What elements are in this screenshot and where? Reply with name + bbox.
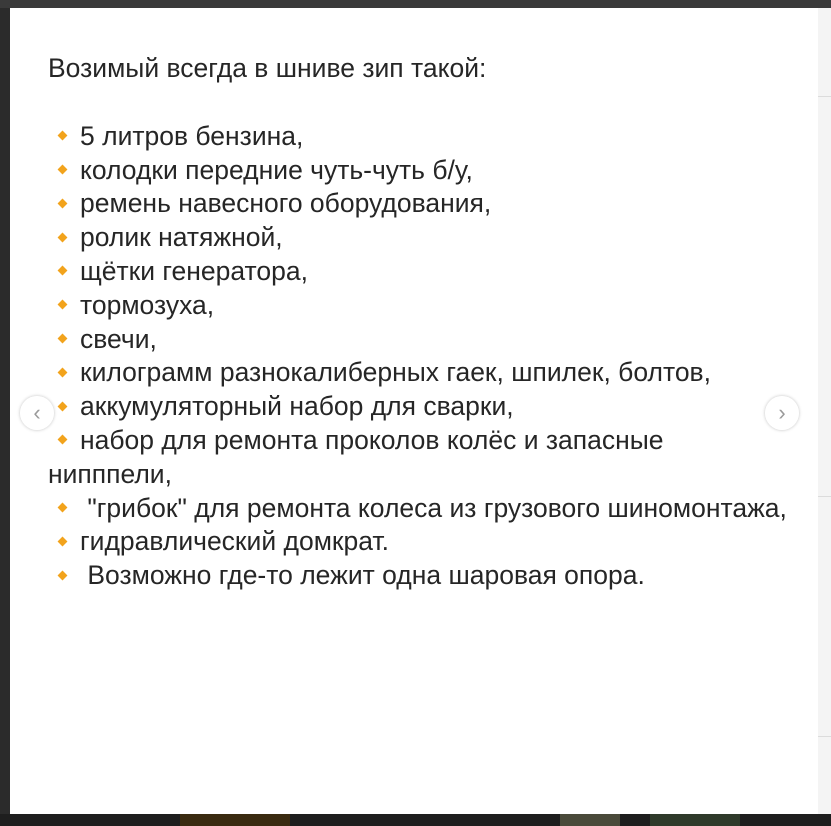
diamond-bullet-icon bbox=[58, 367, 68, 377]
list-item-text: колодки передние чуть-чуть б/у, bbox=[80, 154, 473, 185]
background-left-edge bbox=[0, 8, 10, 814]
list-item-text: набор для ремонта проколов колёс и запасные нипппели, bbox=[48, 424, 664, 489]
chevron-left-icon: ‹ bbox=[33, 400, 41, 425]
diamond-bullet-icon bbox=[58, 198, 68, 208]
list-item bbox=[48, 525, 788, 559]
background-right-panel bbox=[818, 8, 831, 818]
list-item-text: гидравлический домкрат. bbox=[80, 526, 389, 557]
diamond-bullet-icon bbox=[58, 503, 68, 513]
list-item-text: тормозуха, bbox=[80, 289, 215, 320]
diamond-bullet-icon bbox=[58, 401, 68, 411]
post-intro: Возимый всегда в шниве зип такой: bbox=[48, 53, 487, 83]
background-bottom-strip bbox=[0, 814, 831, 826]
list-item bbox=[48, 323, 788, 357]
list-item-text: 5 литров бензина, bbox=[80, 120, 304, 151]
list-item-text: Возможно где-то лежит одна шаровая опора. bbox=[80, 560, 645, 591]
list-item bbox=[48, 255, 788, 289]
diamond-bullet-icon bbox=[58, 334, 68, 344]
list-item bbox=[48, 390, 788, 424]
diamond-bullet-icon bbox=[58, 266, 68, 276]
diamond-bullet-icon bbox=[58, 570, 68, 580]
diamond-bullet-icon bbox=[58, 131, 68, 141]
list-item bbox=[48, 120, 788, 154]
post-image-card bbox=[10, 8, 818, 814]
parts-list bbox=[48, 120, 788, 593]
background-top-bar bbox=[0, 0, 831, 8]
list-item bbox=[48, 154, 788, 188]
list-item bbox=[48, 559, 788, 593]
post-text bbox=[48, 52, 788, 593]
list-item bbox=[48, 187, 788, 221]
list-item-text: щётки генератора, bbox=[80, 255, 308, 286]
list-item-text: свечи, bbox=[80, 323, 157, 354]
carousel-prev-button[interactable] bbox=[20, 396, 54, 430]
diamond-bullet-icon bbox=[58, 300, 68, 310]
list-item bbox=[48, 424, 788, 492]
list-item bbox=[48, 221, 788, 255]
list-item-text: аккумуляторный набор для сварки, bbox=[80, 391, 514, 422]
list-item-text: килограмм разнокалиберных гаек, шпилек, болтов, bbox=[80, 357, 711, 388]
diamond-bullet-icon bbox=[58, 536, 68, 546]
carousel-next-button[interactable] bbox=[765, 396, 799, 430]
list-item-text: ролик натяжной, bbox=[80, 222, 283, 253]
diamond-bullet-icon bbox=[58, 165, 68, 175]
diamond-bullet-icon bbox=[58, 232, 68, 242]
list-item bbox=[48, 289, 788, 323]
list-item bbox=[48, 492, 788, 526]
chevron-right-icon: › bbox=[778, 400, 786, 425]
diamond-bullet-icon bbox=[58, 435, 68, 445]
list-item-text: "грибок" для ремонта колеса из грузового шиномонтажа, bbox=[80, 492, 787, 523]
list-item bbox=[48, 356, 788, 390]
list-item-text: ремень навесного оборудования, bbox=[80, 188, 492, 219]
